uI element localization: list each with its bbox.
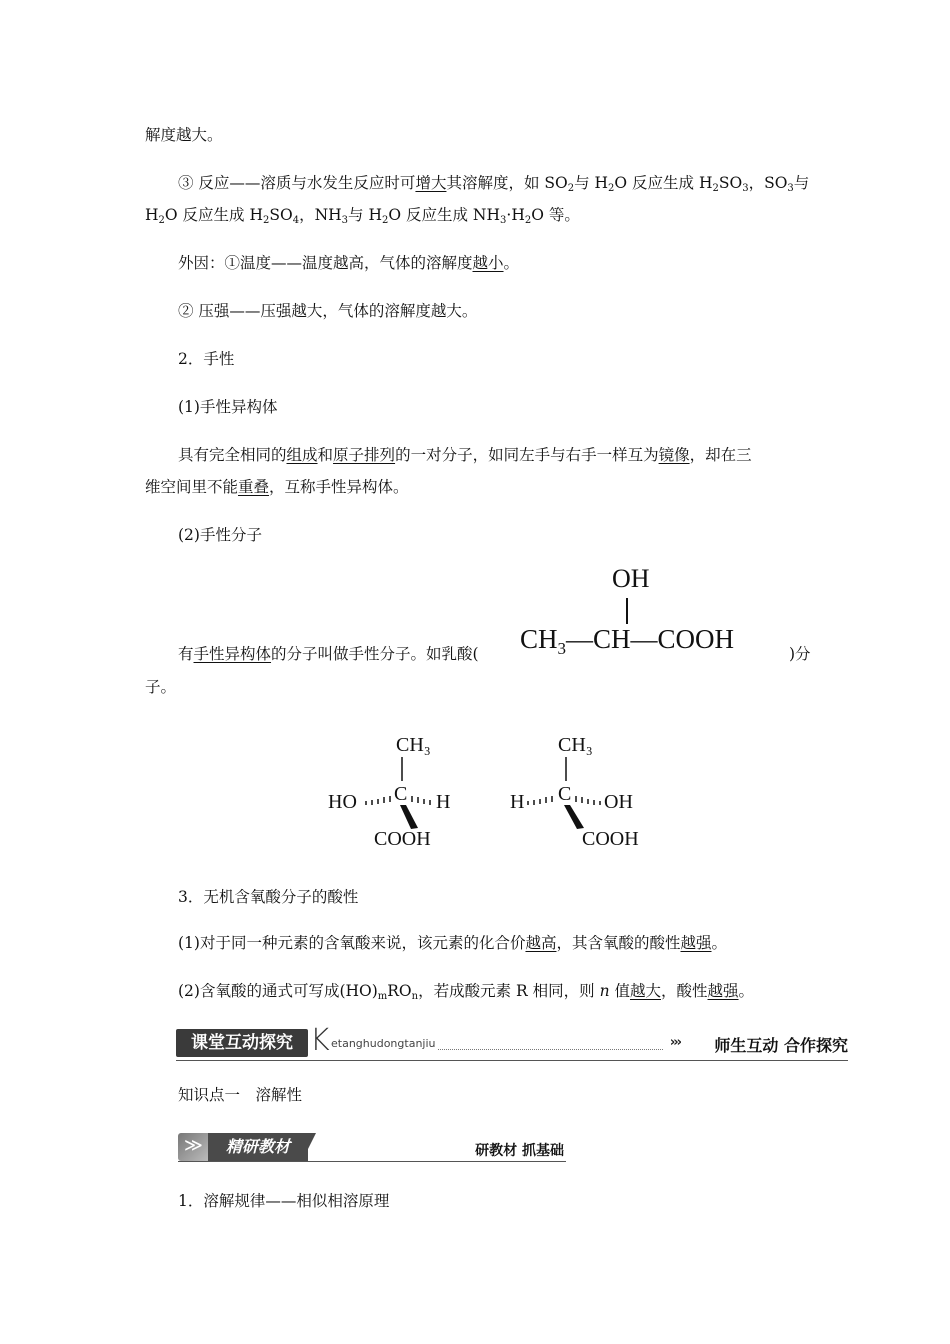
underlined-term: 越强: [680, 934, 712, 952]
knowledge-point-heading: 知识点一 溶解性: [178, 1086, 303, 1104]
secbar-title: 精研教材: [208, 1133, 308, 1161]
double-chevron-icon: ≫: [178, 1133, 208, 1161]
paragraph-dissolution-rule: 1．溶解规律——相似相溶原理: [178, 1192, 390, 1210]
underlined-term: 重叠: [238, 478, 270, 496]
right-h-label: H: [510, 791, 525, 813]
section-banner-classroom: [176, 1023, 848, 1061]
paragraph-lactic-close: )分: [789, 645, 811, 663]
paragraph-solubility-end: 解度越大。: [145, 126, 223, 144]
lactic-acid-formula: [520, 564, 790, 664]
left-solid-wedge: [400, 805, 418, 829]
right-ch3-label: CH₃: [558, 734, 593, 756]
left-ch3-label: CH₃: [396, 734, 431, 756]
right-cooh-label: COOH: [582, 828, 639, 850]
paragraph-reaction: ③ 反应——溶质与水发生反应时可增大其溶解度，如 $SO_2$与 $H_2O$ 反应生成 $H_2SO_3$，$SO_3$与: [178, 174, 810, 194]
left-h-label: H: [436, 791, 451, 813]
paragraph-pressure: ② 压强——压强越大，气体的溶解度越大。: [178, 302, 478, 320]
right-oh-label: OH: [604, 791, 633, 813]
banner-subtitle: 师生互动 合作探究: [714, 1036, 848, 1055]
underlined-term: 手性异构体: [193, 645, 272, 663]
underlined-term: 增大: [415, 174, 447, 192]
banner-dotted-rule: [438, 1049, 663, 1050]
hydroxyl-group: OH: [612, 564, 650, 593]
left-dashed-wedge-right: [412, 796, 430, 805]
lactic-molecule-left: [328, 734, 450, 850]
chevrons-icon: ›››: [669, 1035, 680, 1050]
underlined-term: 越高: [525, 934, 557, 952]
paragraph-oxyacid-1: (1)对于同一种元素的含氧酸来说，该元素的化合价越高，其含氧酸的酸性越强。: [178, 934, 728, 952]
banner-title: 课堂互动探究: [176, 1029, 308, 1057]
secbar-subtitle: 研教材 抓基础: [475, 1143, 564, 1159]
underlined-term: 镜像: [658, 446, 690, 464]
right-dashed-wedge-right: [576, 796, 600, 805]
section-bar-study: [178, 1133, 566, 1163]
paragraph-chiral-def-cont: 维空间里不能重叠，互称手性异构体。: [145, 478, 409, 496]
vertical-bond: [626, 598, 628, 624]
left-center-carbon: C: [394, 783, 408, 805]
heading-oxyacid-acidity: 3．无机含氧酸分子的酸性: [178, 888, 359, 906]
left-cooh-label: COOH: [374, 828, 431, 850]
secbar-slant: [302, 1133, 316, 1161]
right-dashed-wedge-left: [528, 796, 552, 805]
underlined-term: 越小: [472, 254, 504, 272]
left-ho-label: HO: [328, 791, 357, 813]
subheading-chiral-isomers: (1)手性异构体: [178, 398, 278, 416]
heading-chirality: 2．手性: [178, 350, 235, 368]
underlined-term: 组成: [286, 446, 318, 464]
paragraph-lactic-end: 子。: [145, 678, 177, 696]
paragraph-lactic: 有手性异构体的分子叫做手性分子。如乳酸(: [178, 645, 479, 663]
underlined-term: 越大: [629, 982, 661, 1000]
secbar-divider: [178, 1161, 566, 1162]
paragraph-reaction-cont: $H_2O$ 反应生成 $H_2SO_4$，$NH_3$与 $H_2O$ 反应生成 $NH_3\cdot H_2O$ 等。: [145, 206, 580, 226]
chiral-lactic-acid-structures: [320, 725, 660, 855]
underlined-term: 原子排列: [333, 446, 396, 464]
left-dashed-wedge-left: [366, 796, 390, 805]
subheading-chiral-molecules: (2)手性分子: [178, 526, 262, 544]
lactic-main-chain: $CH_3—CH—COOH$: [520, 624, 735, 658]
banner-pinyin: etanghudongtanjiu: [331, 1037, 436, 1050]
underlined-term: 越强: [707, 982, 739, 1000]
right-center-carbon: C: [558, 783, 572, 805]
lactic-molecule-right: [510, 734, 639, 850]
paragraph-oxyacid-2: (2)含氧酸的通式可写成$(HO)_mRO_n$，若成酸元素 R 相同，则 n 值越大，酸性越强。: [178, 982, 755, 1002]
paragraph-chiral-def: 具有完全相同的组成和原子排列的一对分子，如同左手与右手一样互为镜像，却在三: [178, 446, 752, 464]
banner-divider: [176, 1060, 848, 1061]
paragraph-external-factors: 外因：①温度——温度越高，气体的溶解度越小。: [178, 254, 520, 272]
banner-k-letter: K: [310, 1023, 330, 1058]
right-solid-wedge: [564, 805, 584, 829]
